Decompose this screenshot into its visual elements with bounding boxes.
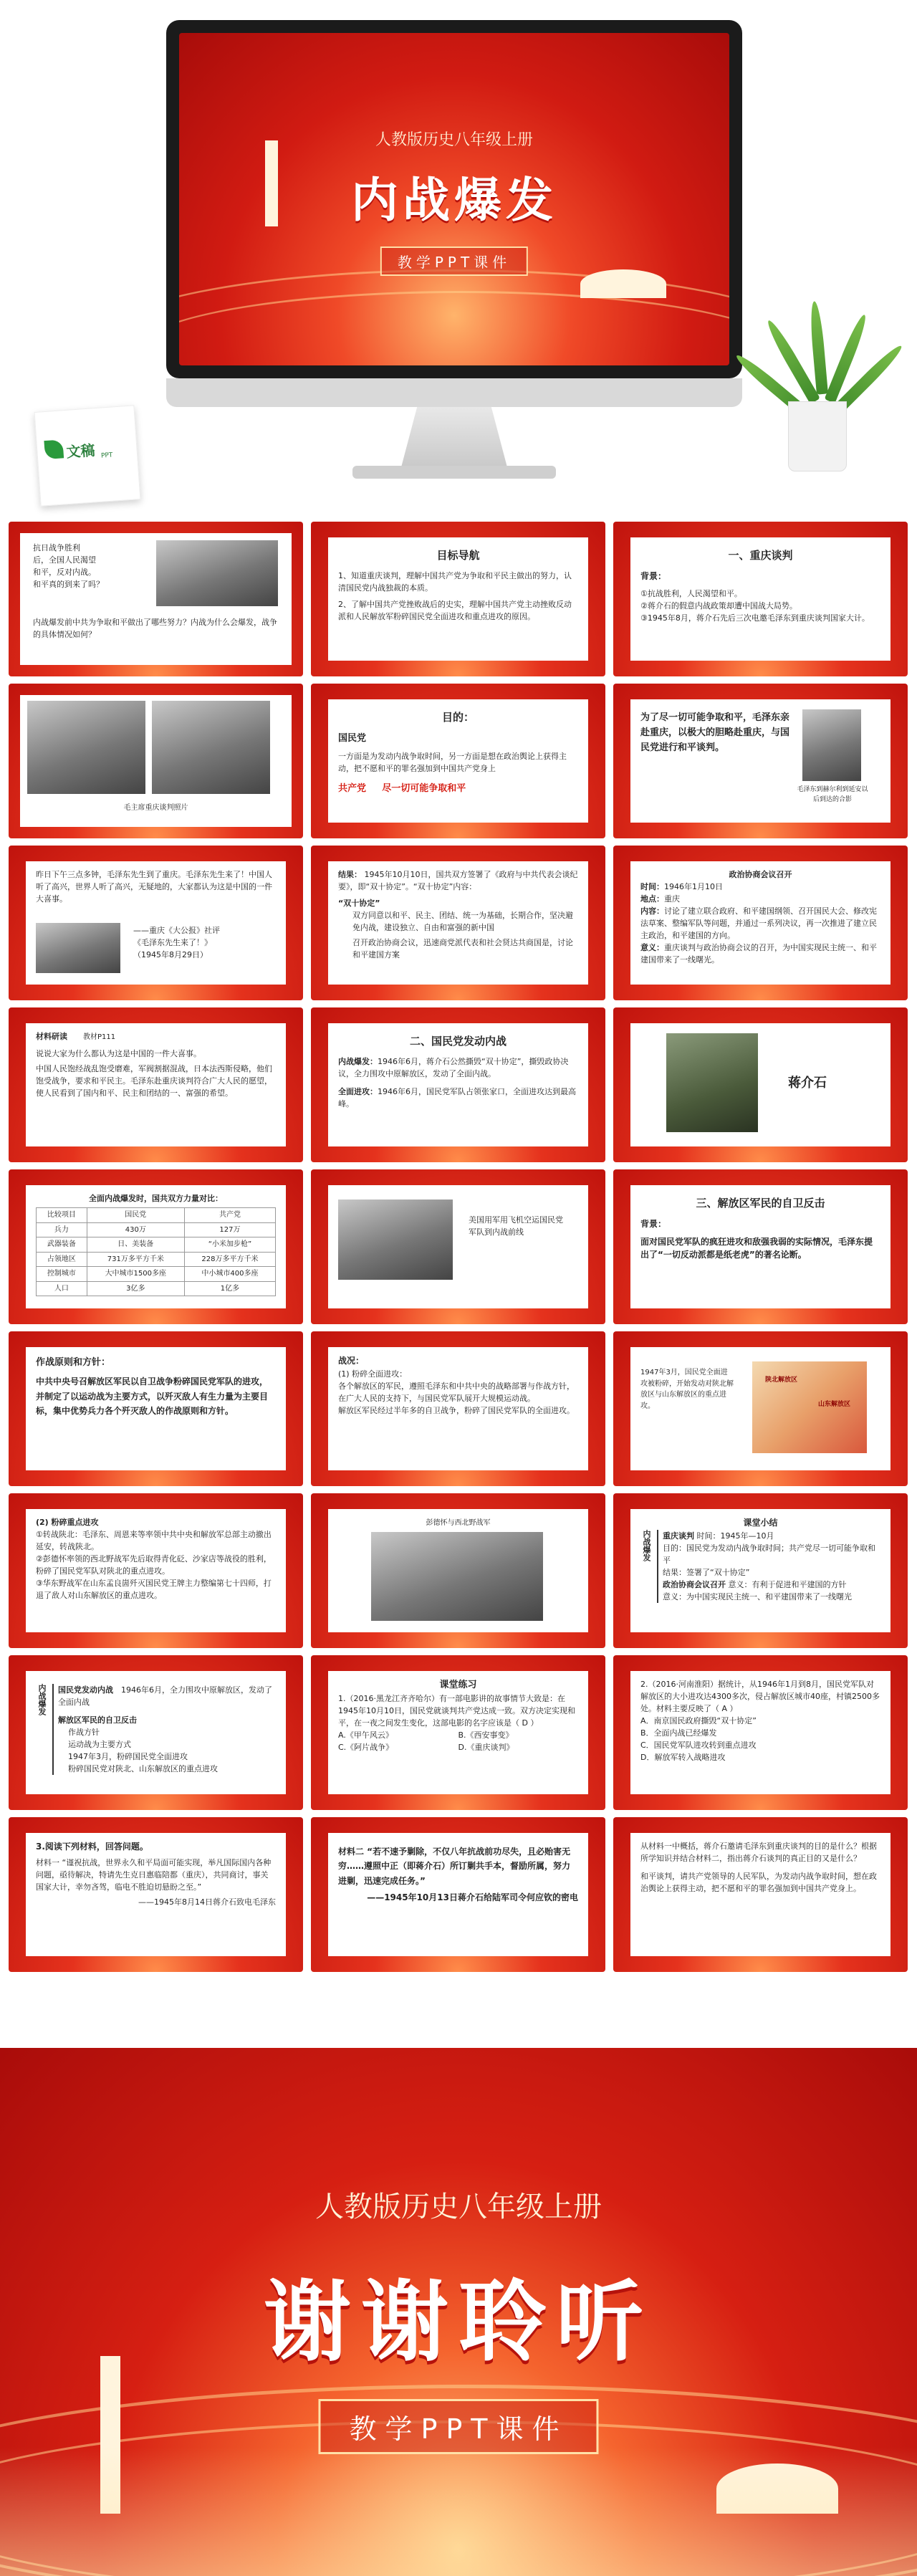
slide-card xyxy=(630,1509,890,1632)
summary-branches xyxy=(52,1684,276,1775)
slide-card xyxy=(630,1671,890,1794)
row-label: 时间： xyxy=(640,882,664,892)
summary-row xyxy=(68,1726,276,1738)
quote-source xyxy=(133,924,220,961)
photo-caption: 彭德怀与西北野战军 xyxy=(426,1519,491,1527)
summary-value: 粉碎国民党对陕北、山东解放区的重点进攻 xyxy=(68,1764,219,1774)
summary-tree xyxy=(640,1530,880,1603)
battle-label: 战况： xyxy=(338,1356,365,1366)
summary-row xyxy=(58,1714,276,1726)
portrait-photo xyxy=(666,1033,758,1132)
slide-card xyxy=(26,1185,286,1308)
slide-title: 3.阅读下列材料，回答问题。 xyxy=(36,1842,148,1852)
exercise-options xyxy=(338,1729,578,1753)
row-value: 1946年6月，国民党军队占领张家口，全面进攻达到最高峰。 xyxy=(338,1087,576,1109)
agreement-content: 召开政治协商会议，迅速商党派代表和社会贤达共商国是，讨论和平建国方案 xyxy=(352,938,573,960)
slide-8 xyxy=(311,846,605,1000)
slide-title: 目的： xyxy=(441,711,474,724)
table-cell: 1亿多 xyxy=(184,1281,275,1296)
slide-5 xyxy=(311,684,605,838)
principle-text: 中共中央号召解放区军民以自卫战争粉碎国民党军队的进攻，并制定了以运动战为主要方式，以歼灭敌人有生力量为主要目标，集中优势兵力各个歼灭敌人的作战原则和方针。 xyxy=(36,1376,269,1416)
logo-text: 文稿 xyxy=(65,441,96,461)
row-label: 内容： xyxy=(640,906,664,916)
intro-line: 和平，反对内战。 xyxy=(33,568,96,578)
party-label: 国民党 xyxy=(338,733,367,744)
hero-mockup xyxy=(0,0,917,516)
slide-14 xyxy=(311,1169,605,1324)
slide-26 xyxy=(311,1817,605,1972)
slide-3 xyxy=(613,522,908,676)
exercise-question: 从材料一中概括，蒋介石邀请毛泽东到重庆谈判的目的是什么？根据所学知识并结合材料二，指出蒋介石谈判的真正目的又是什么？ xyxy=(640,1842,877,1864)
war-map xyxy=(752,1361,867,1453)
slide-card xyxy=(26,861,286,985)
summary-value: 运动战为主要方式 xyxy=(68,1740,132,1750)
goal-item: 1、知道重庆谈判，理解中国共产党为争取和平民主做出的努力，认清国民党内战独裁的本质。 xyxy=(338,571,572,593)
table-header: 共产党 xyxy=(184,1208,275,1223)
table-cell: 430万 xyxy=(87,1222,184,1237)
material-source: ——1945年10月13日蒋介石给陆军司令何应钦的密电 xyxy=(367,1892,578,1903)
background-label: 背景： xyxy=(640,571,667,582)
summary-row xyxy=(68,1751,276,1763)
battle-item: (1) 粉碎全面进攻： xyxy=(338,1369,408,1379)
slide-title: 三、解放区军民的自卫反击 xyxy=(696,1197,825,1210)
map-label: 山东解放区 xyxy=(818,1401,851,1408)
slide-card xyxy=(630,1185,890,1308)
slide-2 xyxy=(311,522,605,676)
exercise-question: 1.（2016·黑龙江齐齐哈尔）有一部电影讲的故事情节大致是：在1945年10月10日，国民党就谈判共产党达成一致。双方决定实现和平，在一夜之间发生变化，这部电影的名字应该是（ D ） xyxy=(338,1694,575,1728)
agreement-content: 双方同意以和平、民主、团结、统一为基础，长期合作，坚决避免内战，建设独立、自由和富强的新中国 xyxy=(352,911,573,933)
slide-19 xyxy=(9,1493,303,1648)
comparison-table xyxy=(36,1207,276,1296)
summary-key: 政治协商会议召开 xyxy=(663,1579,726,1589)
slide-20 xyxy=(311,1493,605,1648)
campaign-item: ③华东野战军在山东孟良崮歼灭国民党王牌主力整编第七十四师，打退了敌人对山东解放区的重点进攻。 xyxy=(36,1579,272,1601)
table-cell: 人口 xyxy=(37,1281,87,1296)
result-text: 1945年10月10日，国共双方签署了《政府与中共代表会谈纪要》，即“双十协定”。“双十协定”内容： xyxy=(338,870,578,892)
slide-card xyxy=(328,1185,588,1308)
slide-10 xyxy=(9,1007,303,1162)
hero-title: 内战爆发 xyxy=(351,173,557,228)
temple-decoration xyxy=(580,269,666,298)
table-cell: 大中城市1500多座 xyxy=(87,1267,184,1282)
war-row xyxy=(338,1055,578,1080)
summary-value: 作战方针 xyxy=(68,1728,100,1738)
summary-row xyxy=(663,1530,880,1542)
slide-card xyxy=(20,533,292,665)
source-line: 《毛泽东先生来了！》 xyxy=(133,938,212,948)
summary-key: 国民党发动内战 xyxy=(58,1685,114,1695)
background-item: ②蒋介石的假意内战政策却遭中国战大局势。 xyxy=(640,600,797,611)
summary-row xyxy=(58,1684,276,1708)
slide-1 xyxy=(9,522,303,676)
row-label: 意义： xyxy=(640,943,664,953)
slide-title: 政治协商会议召开 xyxy=(729,870,792,879)
row-label: 全面进攻： xyxy=(338,1087,378,1097)
textbook-ref: 教材P111 xyxy=(83,1033,116,1041)
summary-value: 结果：签署了“双十协定” xyxy=(663,1567,750,1577)
summary-row xyxy=(68,1763,276,1775)
slide-card xyxy=(26,1671,286,1794)
row-label: 地点： xyxy=(640,894,664,904)
slide-6 xyxy=(613,684,908,838)
intro-line: 和平真的到来了吗？ xyxy=(33,580,104,590)
exercise-option: B.《西安事变》 xyxy=(458,1730,514,1741)
historic-photo xyxy=(152,701,270,794)
meeting-row xyxy=(640,905,880,942)
slide-title: 二、国民党发动内战 xyxy=(409,1035,506,1048)
glow-decoration xyxy=(0,2447,917,2576)
plant-leaf xyxy=(809,301,828,395)
slide-21 xyxy=(613,1493,908,1648)
summary-value: 1947年3月，粉碎国民党全面进攻 xyxy=(68,1752,188,1762)
exercise-option: D.《重庆谈判》 xyxy=(458,1743,514,1753)
slide-card xyxy=(26,1509,286,1632)
plant-pot xyxy=(788,401,847,471)
slide-card xyxy=(26,1347,286,1470)
purpose-text: 一方面是为发动内战争取时间，另一方面是想在政治舆论上获得主动，把不愿和平的罪名强加到中国共产党身上 xyxy=(338,752,567,774)
quote-text: 昨日下午三点多钟，毛泽东先生到了重庆。毛泽东先生来了！中国人听了高兴，世界人听了高兴，无疑地的，大家都认为这是中国的一件大喜事。 xyxy=(36,870,272,904)
table-cell: 中小城市400多座 xyxy=(184,1267,275,1282)
slide-22 xyxy=(9,1655,303,1810)
monitor-frame xyxy=(166,20,742,378)
slide-card xyxy=(630,1347,890,1470)
campaign-item: ①转战陕北：毛泽东、周恩来等率领中共中央和解放军总部主动撤出延安，转战陕北。 xyxy=(36,1530,272,1552)
slide-13 xyxy=(9,1169,303,1324)
monitor-base xyxy=(352,466,556,479)
table-cell: 228万多平方千米 xyxy=(184,1252,275,1267)
intro-lines xyxy=(33,542,140,590)
table-row xyxy=(37,1237,276,1253)
principle-label: 作战原则和方针： xyxy=(36,1357,111,1368)
summary-value: 目的：国民党为发动内战争取时间；共产党尽一切可能争取和平 xyxy=(663,1543,876,1565)
goal-item: 2、了解中国共产党挫败战后的史实，理解中国共产党主动挫败反动派和人民解放军粉碎国民党全面进攻和重点进攻的原因。 xyxy=(338,600,572,622)
hero-subtitle: 人教版历史八年级上册 xyxy=(375,131,533,149)
summary-root: 内战爆发 xyxy=(642,1529,652,1561)
slide-card xyxy=(328,1347,588,1470)
cp-row xyxy=(338,782,578,796)
slide-4 xyxy=(9,684,303,838)
exercise-option: D．解放军转入战略进攻 xyxy=(640,1753,726,1763)
slide-card xyxy=(328,699,588,823)
slide-7 xyxy=(9,846,303,1000)
table-row xyxy=(37,1267,276,1282)
summary-key: 重庆谈判 xyxy=(663,1531,695,1541)
meeting-row xyxy=(640,893,880,905)
table-cell: 占领地区 xyxy=(37,1252,87,1267)
historic-photo xyxy=(338,1200,453,1280)
leaf-logo-icon xyxy=(44,439,64,459)
material-source: ——1945年8月14日蒋介石致电毛泽东 xyxy=(138,1897,276,1907)
slide-24 xyxy=(613,1655,908,1810)
meeting-row xyxy=(640,942,880,966)
summary-root: 内战爆发 xyxy=(37,1684,47,1715)
slide-card xyxy=(630,861,890,985)
row-value: 1946年1月10日 xyxy=(664,882,723,892)
row-label: 内战爆发： xyxy=(338,1057,378,1067)
reading-question: 说说大家为什么都认为这是中国的一件大喜事。 xyxy=(36,1048,201,1058)
slide-card xyxy=(328,1023,588,1146)
party-label: 共产党 xyxy=(338,783,367,795)
slide-15 xyxy=(613,1169,908,1324)
reading-label: 材料研读 xyxy=(36,1032,67,1041)
closing-tag: 教学PPT课件 xyxy=(318,2399,598,2454)
newspaper-photo xyxy=(156,540,278,606)
row-value: 讨论了建立联合政府、和平建国纲领、召开国民大会、修改宪法草案、整编军队等问题，并通过一系列决议，再一次推进了建立民主政治，和平建国的方向。 xyxy=(640,906,877,941)
reading-header xyxy=(36,1030,276,1043)
monitor-chin xyxy=(166,378,742,407)
war-row xyxy=(338,1086,578,1110)
slide-11 xyxy=(311,1007,605,1162)
table-cell: 3亿多 xyxy=(87,1281,184,1296)
meeting-row xyxy=(640,881,880,893)
slide-17 xyxy=(311,1331,605,1486)
table-cell: 控制城市 xyxy=(37,1267,87,1282)
portrait-name: 蒋介石 xyxy=(788,1076,827,1091)
table-cell: 日、美装备 xyxy=(87,1237,184,1253)
campaign-item: ②彭德怀率领的西北野战军先后取得青化砭、沙家店等战役的胜利，粉碎了国民党军队对陕北的重点进攻。 xyxy=(36,1554,272,1576)
summary-row xyxy=(663,1591,880,1603)
table-cell: 127万 xyxy=(184,1222,275,1237)
exercise-answer: 和平谈判，请共产党领导的人民军队，为发动内战争取时间，想在政治舆论上获得主动，把不愿和平的罪名强加到中国共产党身上。 xyxy=(640,1872,877,1894)
table-header: 国民党 xyxy=(87,1208,184,1223)
battle-item: 各个解放区的军民，遵照毛泽东和中共中央的战略部署与作战方针，在广大人民的支持下，与国民党军队展开大规模运动战。 xyxy=(338,1381,575,1403)
slide-23 xyxy=(311,1655,605,1810)
material-text: 材料二 “若不速予剿除，不仅八年抗战前功尽失，且必贻害无穷……遵照中正（即蒋介石）所订剿共手本，督励所属，努力进剿，迅速完成任务。” xyxy=(338,1847,571,1886)
slide-card xyxy=(328,1509,588,1632)
slide-12 xyxy=(613,1007,908,1162)
table-cell: 731万多平方千米 xyxy=(87,1252,184,1267)
background-item: ③1945年8月，蒋介石先后三次电邀毛泽东到重庆谈判国家大计。 xyxy=(640,613,870,623)
photo-caption: 美国用军用飞机空运国民党军队到内战前线 xyxy=(469,1215,563,1237)
closing-slide xyxy=(0,2048,917,2576)
result-row xyxy=(338,868,578,893)
map-label: 陕北解放区 xyxy=(765,1376,798,1384)
exercise-option: C．国民党军队进攻转到重点进攻 xyxy=(640,1741,757,1751)
summary-row xyxy=(663,1542,880,1566)
summary-value: 意义：为中国实现民主统一、和平建国带来了一线曙光 xyxy=(663,1591,853,1601)
table-row xyxy=(37,1281,276,1296)
reading-answer: 中国人民饱经战乱饱受磨难，军阀割据混战，日本法西斯侵略，他们饱受战争，要求和平民主。毛泽东赴重庆谈判符合广大人民的愿望，使人民看到了国内和平、民主和团结的一、富强的希望。 xyxy=(36,1063,272,1098)
closing-subtitle: 人教版历史八年级上册 xyxy=(315,2190,602,2223)
slide-27 xyxy=(613,1817,908,1972)
campaign-title: (2) 粉碎重点进攻 xyxy=(36,1518,99,1527)
row-value: 重庆谈判与政治协商会议的召开，为中国实现民主统一、和平建国带来了一线曙光。 xyxy=(640,943,877,965)
photo-caption: 毛主席重庆谈判照片 xyxy=(123,804,188,812)
historic-photo xyxy=(802,709,861,781)
closing-title: 谢谢聆听 xyxy=(264,2271,653,2373)
summary-key: 解放区军民的自卫反击 xyxy=(58,1715,138,1725)
intro-question: 内战爆发前中共为争取和平做出了哪些努力？内战为什么会爆发，战争的具体情况如何？ xyxy=(33,618,277,640)
exercise-option: B．全面内战已经爆发 xyxy=(640,1728,717,1738)
summary-branches xyxy=(657,1530,880,1603)
photo-caption: 毛泽东到赫尔利到延安以后到达的合影 xyxy=(797,786,868,803)
source-line: ——重庆《大公报》社评 xyxy=(133,926,220,935)
slide-title: 一、重庆谈判 xyxy=(728,549,793,562)
summary-row xyxy=(663,1579,880,1591)
intro-line: 后，全国人民渴望 xyxy=(33,555,96,565)
summary-value: 时间：1945年—10月 xyxy=(696,1531,774,1541)
summary-row xyxy=(663,1566,880,1579)
table-cell: “小米加步枪” xyxy=(184,1237,275,1253)
slide-card xyxy=(328,1833,588,1956)
row-value: 重庆 xyxy=(664,894,680,904)
monitor-stand xyxy=(401,407,507,467)
slide-card xyxy=(20,695,292,827)
exercise-question: 2.（2016·河南淮阳）据统计，从1946年1月到8月，国民党军队对解放区的大小进攻达4300多次，侵占解放区城市40座，村镇2500多处。材料主要反映了（ A ） xyxy=(640,1680,880,1714)
exercise-option: A.《甲午风云》 xyxy=(338,1730,393,1741)
slide-card xyxy=(630,1023,890,1146)
slide-card xyxy=(328,537,588,661)
exercise-option: A．南京国民政府撕毁“双十协定” xyxy=(640,1716,757,1726)
slide-card xyxy=(26,1833,286,1956)
slide-title: 目标导航 xyxy=(436,549,480,562)
slide-title: 全面内战爆发时，国共双方力量对比： xyxy=(89,1194,223,1203)
summary-tree xyxy=(36,1684,276,1775)
slide-18 xyxy=(613,1331,908,1486)
slide-card xyxy=(630,699,890,823)
historic-photo xyxy=(36,923,120,973)
table-header: 比较项目 xyxy=(37,1208,87,1223)
hero-tag: 教学PPT课件 xyxy=(380,246,528,276)
row-value: 1946年6月，蒋介石公然撕毁“双十协定”，撕毁政协决议，全力围攻中原解放区，发动了全面内战。 xyxy=(338,1057,569,1079)
historic-photo xyxy=(371,1532,543,1621)
table-cell: 武器装备 xyxy=(37,1237,87,1253)
background-item: ①抗战胜利，人民渴望和平。 xyxy=(640,588,742,598)
battle-item: 解放区军民经过半年多的自卫战争，粉碎了国民党军队的全面进攻。 xyxy=(338,1405,575,1415)
historic-photo xyxy=(27,701,145,794)
summary-value: 1946年6月，全力围攻中原解放区，发动了全面内战 xyxy=(58,1685,273,1708)
slide-card xyxy=(630,1833,890,1956)
slide-16 xyxy=(9,1331,303,1486)
background-text: 面对国民党军队的疯狂进攻和敌强我弱的实际情况，毛泽东提出了“一切反动派都是纸老虎”的著名论断。 xyxy=(640,1236,873,1260)
result-label: 结果： xyxy=(338,870,362,879)
attack-text: 1947年3月，国民党全面进攻被粉碎，开始发动对陕北解放区与山东解放区的重点进攻。 xyxy=(640,1369,734,1410)
material-text: 材料一 “谨祝抗战，世界永久和平局面可能实现，举凡国际国内各种问题，亟待解决，特请先生克日惠临陪都（重庆），共同商讨，事关国家大计，幸勿吝驾，临电不胜迫切悬盼之至。” xyxy=(36,1857,272,1892)
monitor-screen xyxy=(179,33,729,365)
slide-9 xyxy=(613,846,908,1000)
source-line: （1945年8月29日） xyxy=(133,950,208,960)
exercise-option: C.《阿片战争》 xyxy=(338,1743,394,1753)
slide-card xyxy=(328,861,588,985)
slide-title: 课堂小结 xyxy=(743,1518,778,1528)
slide-title: 课堂练习 xyxy=(439,1680,477,1690)
logo-card xyxy=(34,405,141,506)
intro-line: 抗日战争胜利 xyxy=(33,543,80,552)
table-cell: 兵力 xyxy=(37,1222,87,1237)
trip-text: 为了尽一切可能争取和平，毛泽东亲赴重庆，以极大的胆略赴重庆，与国民党进行和平谈判。 xyxy=(640,712,790,753)
slide-25 xyxy=(9,1817,303,1972)
summary-row xyxy=(68,1738,276,1751)
agreement-label: “双十协定” xyxy=(338,899,380,909)
logo-sub: PPT xyxy=(100,451,113,460)
goal-text: 尽一切可能争取和平 xyxy=(382,783,466,795)
table-row xyxy=(37,1252,276,1267)
table-row xyxy=(37,1222,276,1237)
summary-value: 意义：有利于促进和平建国的方针 xyxy=(728,1579,847,1589)
background-label: 背景： xyxy=(640,1219,667,1230)
slide-card xyxy=(26,1023,286,1146)
slide-card xyxy=(630,537,890,661)
table-header-row xyxy=(37,1208,276,1223)
slide-card xyxy=(328,1671,588,1794)
